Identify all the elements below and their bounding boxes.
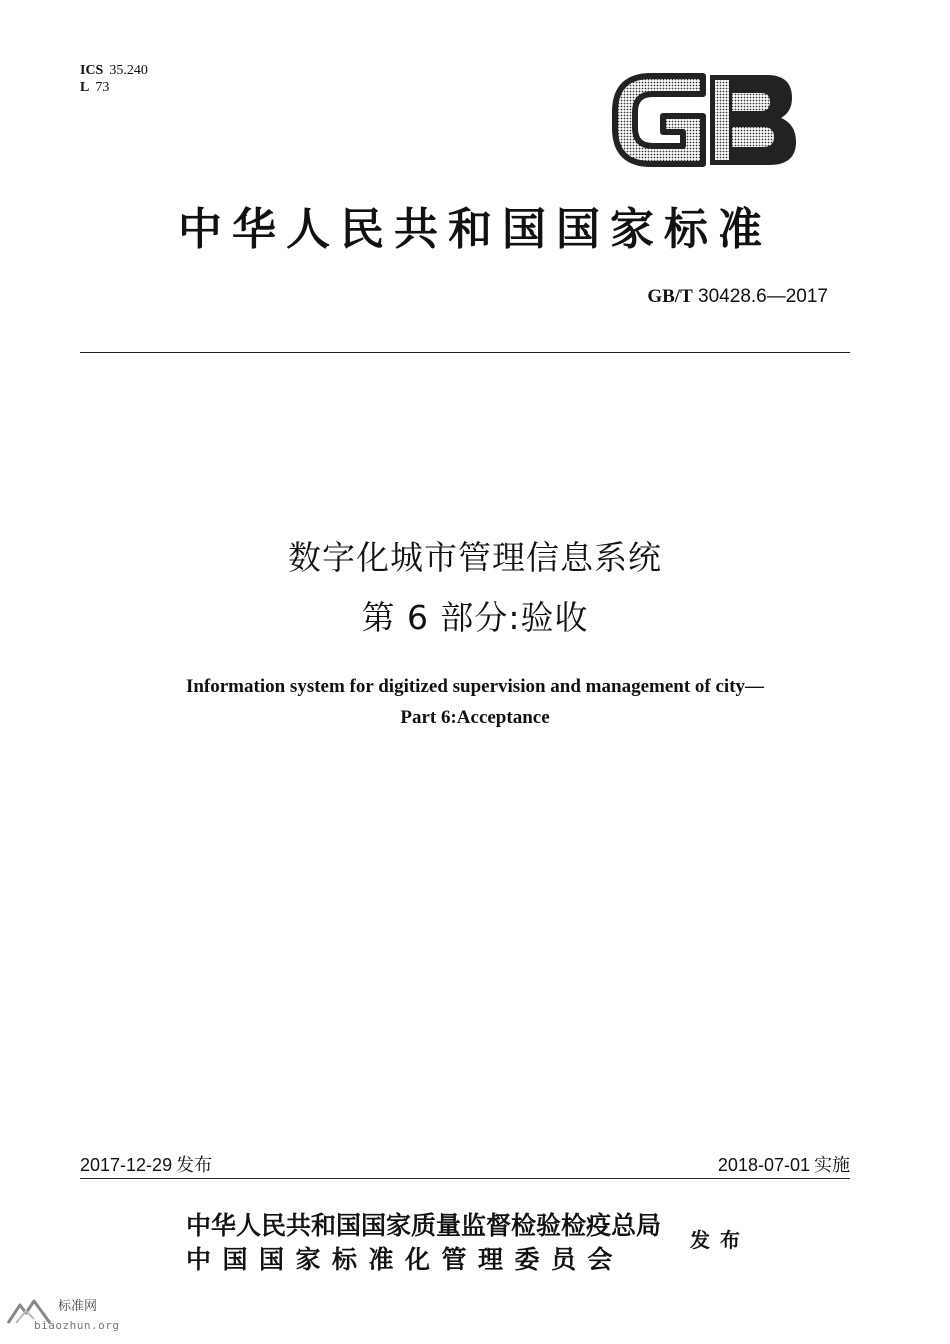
title-chinese-line2: 第 6 部分:验收 bbox=[361, 598, 589, 637]
standard-code: 30428.6—2017 bbox=[698, 286, 828, 307]
bottom-divider bbox=[80, 1178, 850, 1179]
gb-logo bbox=[611, 72, 799, 168]
implement-date-value: 2018-07-01 bbox=[717, 1155, 810, 1175]
issuer-line2: 中国国家标准化管理委员会 bbox=[186, 1245, 625, 1274]
standard-prefix: GB/T bbox=[647, 286, 693, 307]
standard-number bbox=[647, 286, 828, 308]
ics-value: 35.240 bbox=[109, 63, 148, 78]
implement-date-label: 实施 bbox=[814, 1155, 850, 1176]
watermark-site: biaozhun.org bbox=[34, 1319, 120, 1332]
watermark bbox=[6, 1293, 136, 1339]
publish-date bbox=[80, 1151, 212, 1177]
title-chinese-line1: 数字化城市管理信息系统 bbox=[288, 538, 662, 577]
issue-action: 发布 bbox=[690, 1228, 750, 1252]
implement-date bbox=[718, 1151, 850, 1177]
ccs-code bbox=[80, 79, 148, 96]
title-english-line1: Information system for digitized supervision and management of city— bbox=[185, 676, 765, 697]
issuer-line1: 中华人民共和国国家质量监督检验检疫总局 bbox=[186, 1211, 662, 1240]
ccs-label: L bbox=[80, 80, 90, 95]
ccs-value: 73 bbox=[95, 80, 110, 95]
classification-codes bbox=[80, 62, 148, 96]
national-standard-heading: 中华人民共和国国家标准 bbox=[178, 204, 772, 255]
top-divider bbox=[80, 352, 850, 353]
ics-label: ICS bbox=[80, 63, 104, 78]
watermark-name: 标准网 bbox=[58, 1299, 98, 1314]
title-english-line2: Part 6:Acceptance bbox=[400, 707, 550, 728]
publish-date-label: 发布 bbox=[176, 1155, 213, 1176]
publish-date-value: 2017-12-29 bbox=[80, 1155, 173, 1175]
ics-code bbox=[80, 62, 148, 79]
